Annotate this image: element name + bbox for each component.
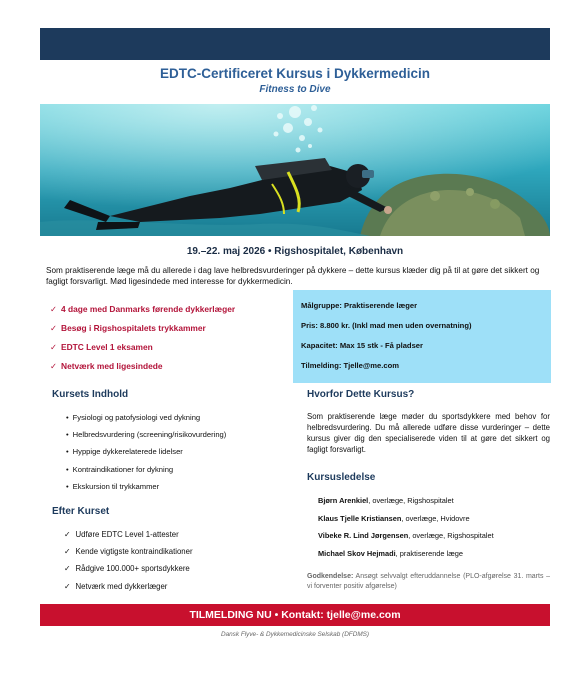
top-banner-bar — [40, 28, 550, 60]
list-item: ✓ Udføre EDTC Level 1-attester — [64, 530, 179, 539]
check-icon: ✓ — [64, 547, 71, 557]
after-section-title: Efter Kurset — [52, 506, 110, 517]
check-icon: ✓ — [50, 342, 58, 352]
page-subtitle: Fitness to Dive — [259, 84, 331, 95]
leadership-section-title: Kursusledelse — [307, 472, 376, 483]
content-section-title: Kursets Indhold — [52, 389, 129, 400]
leader-item: Klaus Tjelle Kristiansen, overlæge, Hvidovre — [318, 513, 470, 523]
footer-organization: Dansk Flyve- & Dykkemedicinske Selskab (DFDMS) — [220, 631, 370, 638]
check-icon: ✓ — [50, 361, 58, 371]
leader-item: Vibeke R. Lind Jørgensen, overlæge, Rigshospitalet — [318, 531, 494, 541]
leaders-list — [318, 495, 494, 565]
list-item: • Helbredsvurdering (screening/risikovurdering) — [66, 430, 227, 440]
diver-illustration — [40, 104, 550, 236]
highlight-item: ✓ EDTC Level 1 eksamen — [50, 342, 153, 352]
check-icon: ✓ — [50, 323, 58, 333]
check-icon: ✓ — [64, 530, 71, 539]
highlight-item: ✓ Netværk med ligesindede — [50, 361, 163, 371]
target-group: Målgruppe: Praktiserende læger — [301, 301, 418, 310]
registration-cta-banner[interactable] — [40, 604, 550, 626]
cta-text[interactable]: TILMELDING NU • Kontakt: tjelle@me.com — [189, 609, 401, 621]
after-list — [64, 529, 193, 598]
list-item: • Kontraindikationer for dykning — [66, 464, 174, 474]
capacity: Kapacitet: Max 15 stk - Få pladser — [301, 341, 423, 350]
list-item: ✓ Rådgive 100.000+ sportsdykkere — [64, 564, 190, 574]
event-date-location: 19.–22. maj 2026 • Rigshospitalet, København — [186, 246, 404, 257]
approval-note: Godkendelse: Ansøgt selvvalgt efteruddannelse (PLO-afgørelse 31. marts – vi forventer positiv afgørelse) — [307, 573, 550, 590]
leader-item: Michael Skov Hejmadi, praktiserende læge — [318, 548, 464, 558]
list-item: • Ekskursion til trykkammer — [66, 481, 160, 491]
list-item: ✓ Netværk med dykkerlæger — [64, 581, 168, 591]
check-icon: ✓ — [64, 564, 71, 574]
list-item: ✓ Kende vigtigste kontraindikationer — [64, 547, 193, 557]
highlights-list — [50, 300, 290, 376]
list-item: • Fysiologi og patofysiologi ved dykning — [66, 413, 201, 422]
why-section-title: Hvorfor Dette Kursus? — [307, 389, 415, 400]
check-icon: ✓ — [64, 581, 71, 591]
intro-paragraph: Som praktiserende læge må du allerede i dag lave helbredsvurderinger på dykkere – dette kursus klæder dig på til at gøre det sikkert og fagligt forsvarligt. Mød ligesindede med interesse for dykkermedicin. — [46, 266, 540, 286]
price: Pris: 8.800 kr. (Inkl mad men uden overnatning) — [301, 321, 472, 330]
leader-item: Bjørn Arenkiel, overlæge, Rigshospitalet — [318, 496, 454, 505]
page-title: EDTC-Certificeret Kursus i Dykkermedicin — [159, 66, 431, 81]
highlight-item: ✓ 4 dage med Danmarks førende dykkerlæger — [50, 304, 236, 314]
list-item: • Hyppige dykkerelaterede lidelser — [66, 447, 183, 457]
highlight-item: ✓ Besøg i Rigshospitalets trykkammer — [50, 323, 206, 333]
why-paragraph: Som praktiserende læge møder du sportsdykkere med behov for helbredsvurdering. Du må allerede udføre disse vurderinger – dette kursus giver dig den specialiserede viden til at gøre det sikkert og fagligt forsvarligt. — [307, 412, 550, 454]
hero-diver-image — [40, 104, 550, 236]
check-icon: ✓ — [50, 304, 58, 314]
content-list — [66, 412, 226, 498]
course-info-box — [293, 290, 551, 383]
registration: Tilmelding: Tjelle@me.com — [301, 361, 399, 370]
